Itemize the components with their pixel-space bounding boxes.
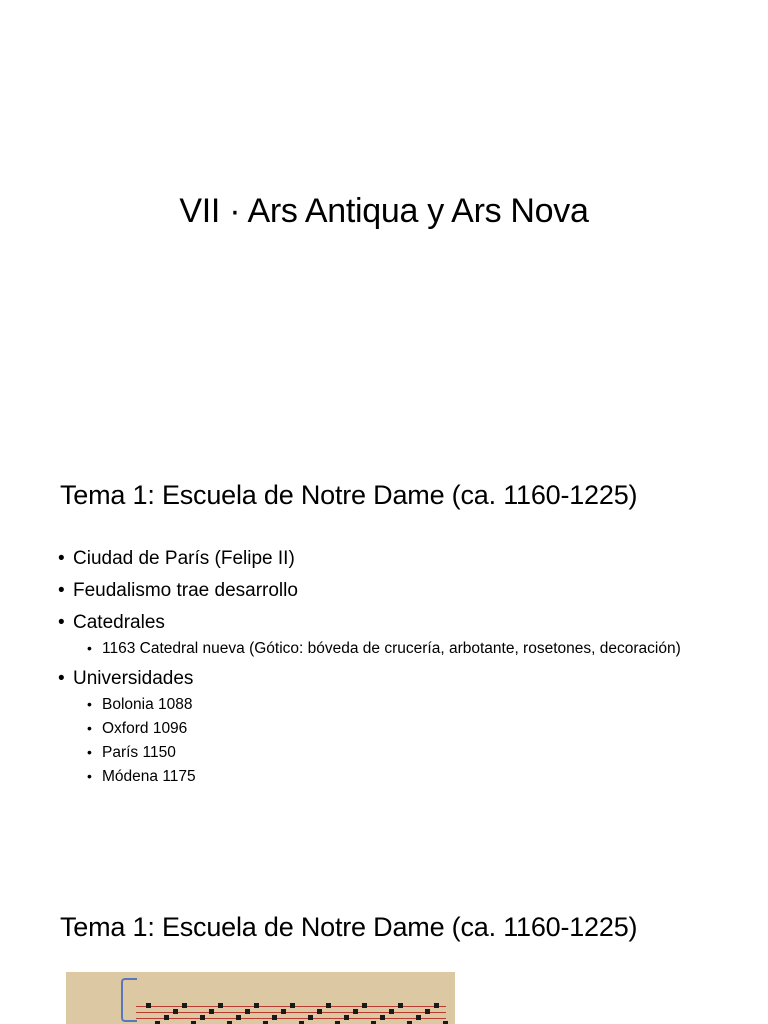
sub-bullet-item: • París 1150 bbox=[87, 743, 708, 762]
neume-mark bbox=[236, 1015, 241, 1020]
neume-mark bbox=[182, 1003, 187, 1008]
neume-mark bbox=[344, 1015, 349, 1020]
neume-mark bbox=[281, 1009, 286, 1014]
neume-mark bbox=[173, 1009, 178, 1014]
neume-mark bbox=[434, 1003, 439, 1008]
neume-mark bbox=[398, 1003, 403, 1008]
neume-mark bbox=[146, 1003, 151, 1008]
neume-mark bbox=[326, 1003, 331, 1008]
sub-bullet-item: • Oxford 1096 bbox=[87, 719, 708, 738]
neume-mark bbox=[362, 1003, 367, 1008]
bullet-text: Universidades bbox=[73, 668, 194, 689]
neume-mark bbox=[353, 1009, 358, 1014]
staff-line bbox=[136, 1018, 446, 1019]
manuscript-image bbox=[66, 972, 455, 1024]
sub-bullet-item: • Módena 1175 bbox=[87, 767, 708, 786]
neume-mark bbox=[317, 1009, 322, 1014]
bullet-list bbox=[58, 548, 708, 796]
neume-mark bbox=[308, 1015, 313, 1020]
presentation-title: VII · Ars Antiqua y Ars Nova bbox=[179, 192, 589, 230]
bullet-text: Feudalismo trae desarrollo bbox=[73, 580, 298, 601]
bullet-text: Ciudad de París (Felipe II) bbox=[73, 548, 295, 569]
neume-mark bbox=[254, 1003, 259, 1008]
bullet-item bbox=[58, 580, 708, 602]
manuscript-initial bbox=[121, 978, 137, 1022]
slide-heading: Tema 1: Escuela de Notre Dame (ca. 1160-1225) bbox=[60, 480, 638, 510]
neume-mark bbox=[164, 1015, 169, 1020]
neume-mark bbox=[389, 1009, 394, 1014]
slide-notre-dame-context bbox=[0, 432, 768, 864]
bullet-text: Catedrales bbox=[73, 612, 165, 633]
sub-bullet-item: • Bolonia 1088 bbox=[87, 695, 708, 714]
slide-notre-dame-manuscript bbox=[0, 864, 768, 1024]
slide-heading: Tema 1: Escuela de Notre Dame (ca. 1160-1225) bbox=[60, 912, 638, 942]
neume-mark bbox=[380, 1015, 385, 1020]
slide-title bbox=[0, 0, 768, 432]
sub-bullet-item: • 1163 Catedral nueva (Gótico: bóveda de crucería, arbotante, rosetones, decoración) bbox=[87, 639, 708, 658]
bullet-item bbox=[58, 548, 708, 570]
neume-mark bbox=[272, 1015, 277, 1020]
neume-mark bbox=[200, 1015, 205, 1020]
neume-mark bbox=[416, 1015, 421, 1020]
neume-mark bbox=[209, 1009, 214, 1014]
sub-bullet-list bbox=[73, 639, 708, 658]
bullet-item bbox=[58, 668, 708, 786]
neume-mark bbox=[218, 1003, 223, 1008]
staff-line bbox=[136, 1012, 446, 1013]
neume-mark bbox=[425, 1009, 430, 1014]
sub-bullet-list bbox=[73, 695, 708, 786]
bullet-item bbox=[58, 612, 708, 658]
neume-mark bbox=[245, 1009, 250, 1014]
neume-mark bbox=[290, 1003, 295, 1008]
